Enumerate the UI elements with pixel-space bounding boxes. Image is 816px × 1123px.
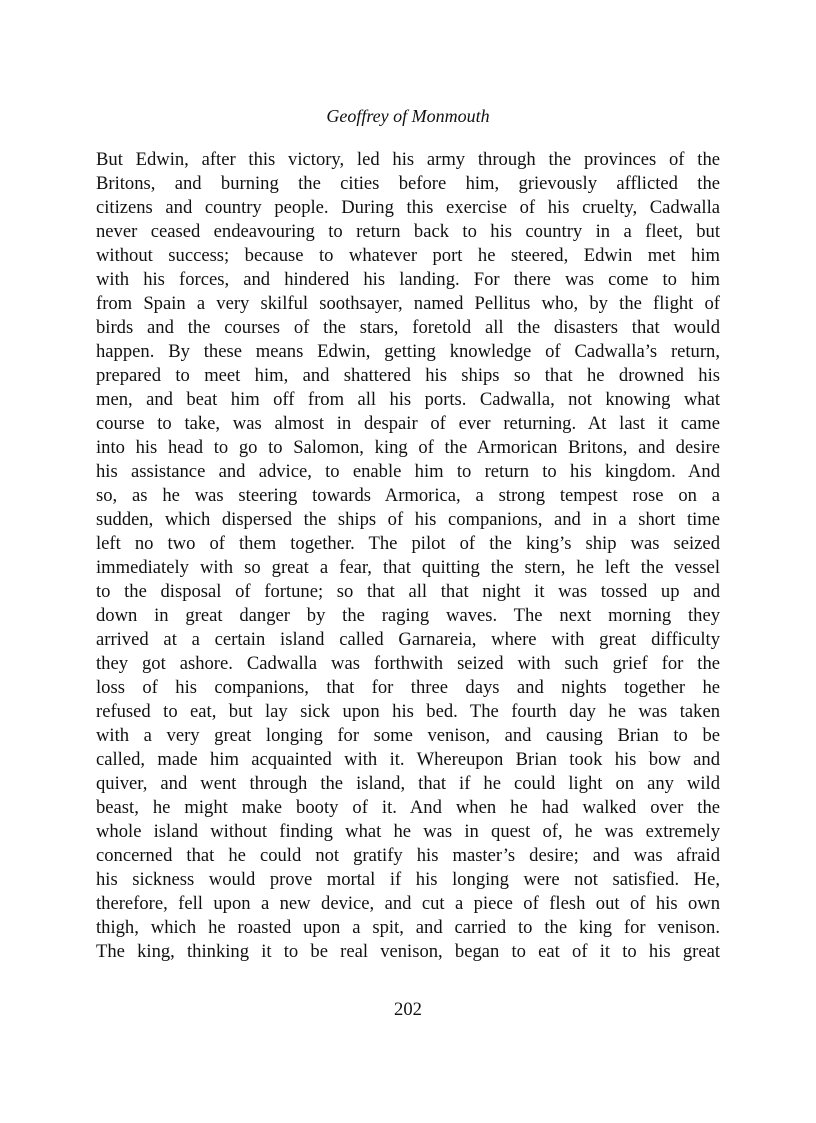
text-line: beast, he might make booty of it. And when he had walked over the bbox=[96, 797, 720, 818]
running-header: Geoffrey of Monmouth bbox=[326, 106, 490, 126]
text-line: they got ashore. Cadwalla was forthwith seized with such grief for the bbox=[96, 653, 720, 674]
text-line: sudden, which dispersed the ships of his companions, and in a short time bbox=[96, 509, 720, 530]
text-line: But Edwin, after this victory, led his army through the provinces of the bbox=[96, 149, 720, 170]
text-line: citizens and country people. During this exercise of his cruelty, Cadwalla bbox=[96, 197, 720, 218]
text-line: his assistance and advice, to enable him to return to his kingdom. And bbox=[96, 461, 720, 482]
text-line: into his head to go to Salomon, king of the Armorican Britons, and desire bbox=[96, 437, 720, 458]
text-line: without success; because to whatever port he steered, Edwin met him bbox=[96, 245, 720, 266]
text-line: quiver, and went through the island, that if he could light on any wild bbox=[96, 773, 720, 794]
text-line: concerned that he could not gratify his master’s desire; and was afraid bbox=[96, 845, 720, 866]
text-line: arrived at a certain island called Garnareia, where with great difficulty bbox=[96, 629, 720, 650]
text-line: prepared to meet him, and shattered his ships so that he drowned his bbox=[96, 365, 720, 386]
body-paragraph bbox=[96, 148, 720, 964]
text-line: to the disposal of fortune; so that all that night it was tossed up and bbox=[96, 581, 720, 602]
text-line: course to take, was almost in despair of ever returning. At last it came bbox=[96, 413, 720, 434]
text-line: with his forces, and hindered his landing. For there was come to him bbox=[96, 269, 720, 290]
text-line: happen. By these means Edwin, getting knowledge of Cadwalla’s return, bbox=[96, 341, 720, 362]
text-line: his sickness would prove mortal if his longing were not satisfied. He, bbox=[96, 869, 720, 890]
text-line: left no two of them together. The pilot of the king’s ship was seized bbox=[96, 533, 720, 554]
text-line: never ceased endeavouring to return back to his country in a fleet, but bbox=[96, 221, 720, 242]
text-line: birds and the courses of the stars, foretold all the disasters that would bbox=[96, 317, 720, 338]
text-line: so, as he was steering towards Armorica, a strong tempest rose on a bbox=[96, 485, 720, 506]
page-number: 202 bbox=[394, 999, 422, 1020]
text-line: whole island without finding what he was in quest of, he was extremely bbox=[96, 821, 720, 842]
text-line: called, made him acquainted with it. Whereupon Brian took his bow and bbox=[96, 749, 720, 770]
text-line: from Spain a very skilful soothsayer, named Pellitus who, by the flight of bbox=[96, 293, 720, 314]
text-line: men, and beat him off from all his ports. Cadwalla, not knowing what bbox=[96, 389, 720, 410]
text-line: down in great danger by the raging waves. The next morning they bbox=[96, 605, 720, 626]
text-line: refused to eat, but lay sick upon his bed. The fourth day he was taken bbox=[96, 701, 720, 722]
text-line: Britons, and burning the cities before him, grievously afflicted the bbox=[96, 173, 720, 194]
text-line: immediately with so great a fear, that quitting the stern, he left the vessel bbox=[96, 557, 720, 578]
text-line: therefore, fell upon a new device, and cut a piece of flesh out of his own bbox=[96, 893, 720, 914]
text-line: thigh, which he roasted upon a spit, and carried to the king for venison. bbox=[96, 917, 720, 938]
text-line: loss of his companions, that for three days and nights together he bbox=[96, 677, 720, 698]
text-line: The king, thinking it to be real venison, began to eat of it to his great bbox=[96, 941, 720, 962]
text-line: with a very great longing for some venison, and causing Brian to be bbox=[96, 725, 720, 746]
